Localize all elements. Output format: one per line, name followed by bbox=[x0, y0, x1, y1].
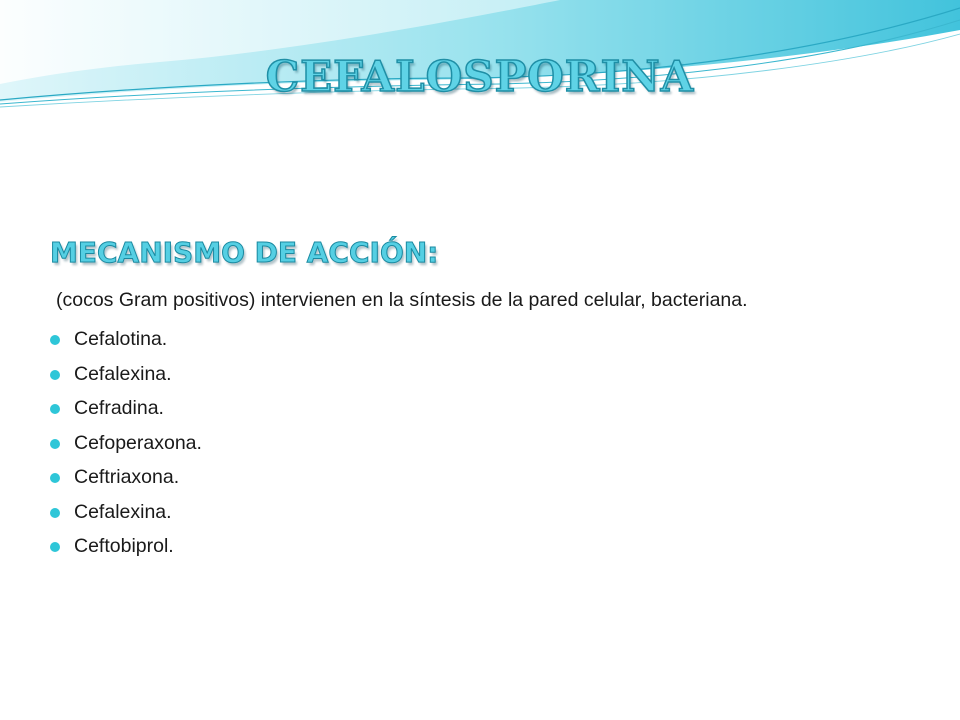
bullet-icon bbox=[50, 335, 60, 345]
bullet-icon bbox=[50, 473, 60, 483]
bullet-icon bbox=[50, 404, 60, 414]
section-heading: MECANISMO DE ACCIÓN: bbox=[50, 236, 439, 269]
bullet-icon bbox=[50, 370, 60, 380]
list-item-label: Ceftriaxona. bbox=[74, 466, 180, 488]
list-item-label: Cefalexina. bbox=[74, 362, 172, 385]
list-item-label: Ceftobiprol. bbox=[74, 535, 174, 557]
list-item bbox=[50, 531, 202, 566]
list-item bbox=[50, 428, 202, 463]
list-item-label: Cefoperaxona. bbox=[74, 431, 202, 454]
list-item bbox=[50, 497, 202, 532]
list-item-label: Cefradina. bbox=[74, 397, 164, 419]
drug-list bbox=[50, 324, 202, 566]
list-item bbox=[50, 393, 202, 428]
slide-title: CEFALOSPORINA bbox=[265, 52, 695, 101]
list-item bbox=[50, 462, 202, 497]
list-item-label: Cefalexina. bbox=[74, 500, 172, 523]
bullet-icon bbox=[50, 439, 60, 449]
list-item bbox=[50, 359, 202, 394]
list-item-label: Cefalotina. bbox=[74, 328, 168, 350]
list-item bbox=[50, 324, 202, 359]
bullet-icon bbox=[50, 542, 60, 552]
bullet-icon bbox=[50, 508, 60, 518]
mechanism-description: (cocos Gram positivos) intervienen en la síntesis de la pared celular, bacteriana. bbox=[56, 289, 748, 311]
